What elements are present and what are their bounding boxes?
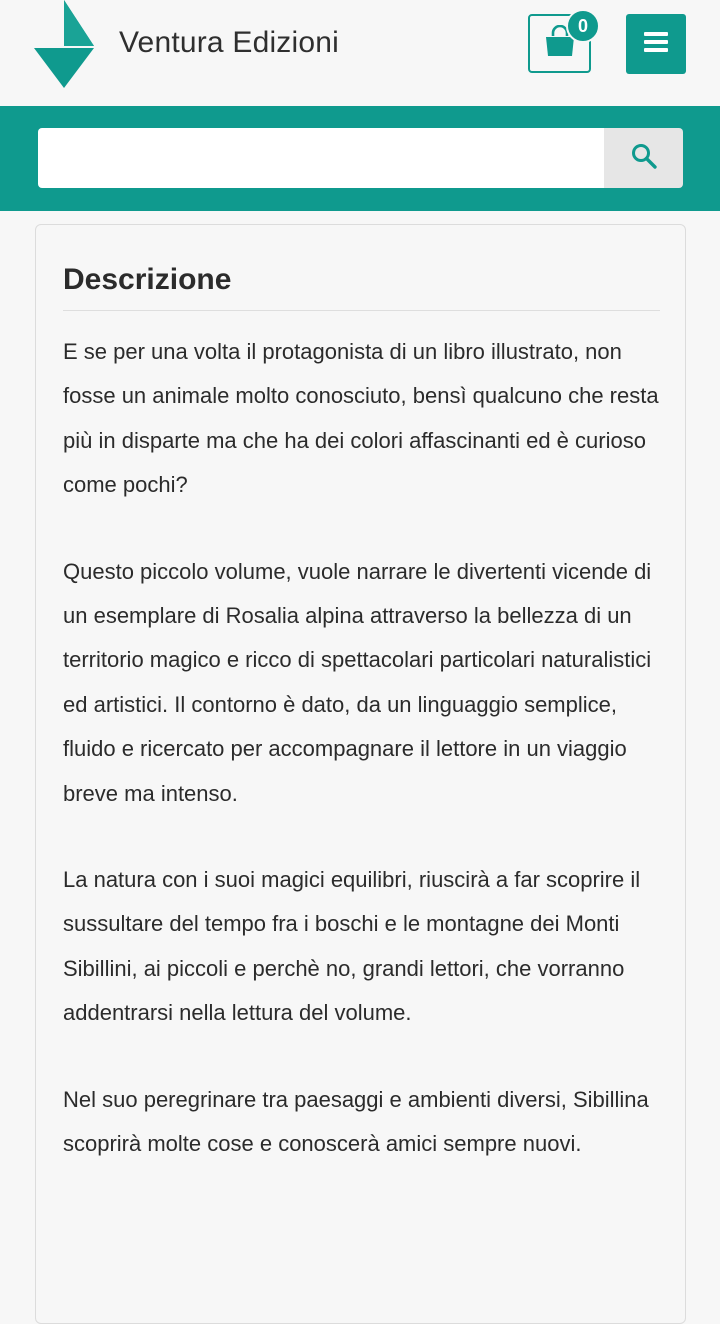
description-body [63, 330, 663, 1209]
site-header [0, 0, 720, 106]
description-paragraph: E se per una volta il protagonista di un libro illustrato, non fosse un animale molto conosciuto, bensì qualcuno che resta più in disparte ma che ha dei colori affascinanti ed è curioso come pochi? [63, 339, 659, 498]
search-bar [0, 106, 720, 211]
search-button[interactable] [604, 128, 683, 188]
search-icon [630, 142, 658, 175]
description-paragraph: La natura con i suoi magici equilibri, riuscirà a far scoprire il sussultare del tempo fra i boschi e le montagne dei Monti Sibillini, ai piccoli e perchè no, grandi lettori, che vorranno addentrarsi nella lettura del volume. [63, 867, 641, 1026]
description-paragraph: Nel suo peregrinare tra paesaggi e ambienti diversi, Sibillina scoprirà molte cose e conoscerà amici sempre nuovi. [63, 1086, 649, 1157]
menu-button[interactable] [626, 14, 686, 74]
description-title: Descrizione [63, 263, 232, 296]
triangle-logo-icon[interactable] [34, 0, 96, 90]
search-input[interactable] [38, 128, 605, 188]
cart-count-badge: 0 [566, 9, 600, 43]
brand-name[interactable]: Ventura Edizioni [119, 26, 340, 59]
description-paragraph: Questo piccolo volume, vuole narrare le divertenti vicende di un esemplare di Rosalia alpina attraverso la bellezza di un territorio magico e ricco di spettacolari particolari naturalistici ed artistici. Il contorno è dato, da un linguaggio semplice, fluido e ricercato per accompagnare il lettore in un viaggio breve ma intenso. [63, 558, 652, 806]
divider [63, 310, 660, 311]
hamburger-menu-icon [644, 31, 668, 58]
description-card [35, 224, 686, 1324]
